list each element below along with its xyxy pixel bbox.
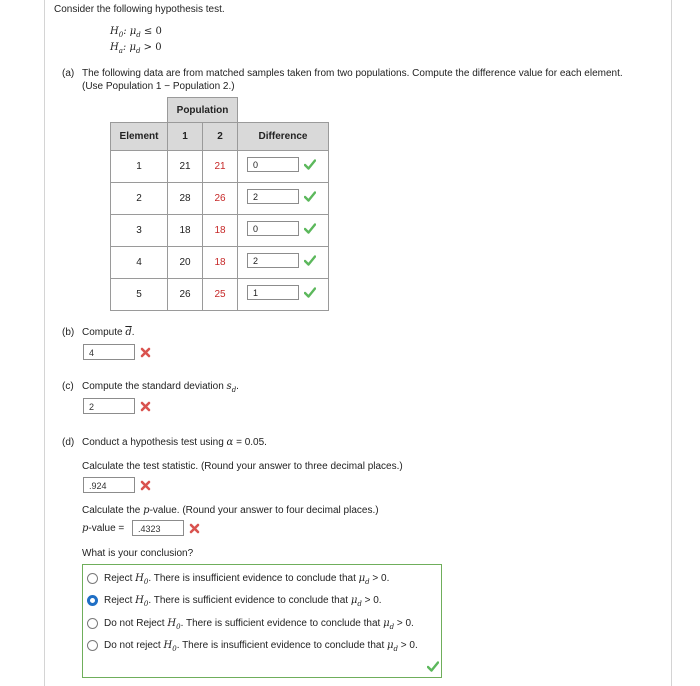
- difference-cell: [238, 215, 329, 247]
- difference-input[interactable]: 2: [247, 189, 299, 204]
- part-a-letter: (a): [62, 68, 75, 79]
- p-value-label: p-value =: [82, 523, 125, 534]
- population-2-cell: 18: [203, 247, 238, 279]
- alternative-hypothesis: $H_a$: $\mu_d > 0$: [110, 42, 162, 55]
- option-label: Reject $H_0$. There is sufficient evidence to conclude that $\mu_d > 0$.: [104, 595, 382, 608]
- correct-check-icon: [304, 287, 316, 298]
- d-bar-input[interactable]: 4: [83, 344, 135, 360]
- incorrect-x-icon: [189, 523, 200, 534]
- part-a-note: (Use Population 1 − Population 2.): [82, 81, 235, 92]
- difference-header: Difference: [238, 123, 329, 151]
- table-row: [111, 151, 329, 183]
- sd-input[interactable]: 2: [83, 398, 135, 414]
- test-statistic-input[interactable]: .924: [83, 477, 135, 493]
- option-label: Reject $H_0$. There is insufficient evidence to conclude that $\mu_d > 0$.: [104, 573, 390, 586]
- difference-cell: [238, 183, 329, 215]
- difference-input[interactable]: 0: [247, 221, 299, 236]
- table-corner-right: [238, 98, 329, 123]
- part-c-prompt: Compute the standard deviation $s_d$.: [82, 381, 239, 394]
- d-bar-symbol: $\overline{d}$: [125, 327, 132, 338]
- radio-button[interactable]: [87, 640, 98, 651]
- correct-check-icon: [304, 223, 316, 234]
- incorrect-x-icon: [140, 401, 151, 412]
- element-cell: 4: [111, 247, 168, 279]
- correct-check-icon: [304, 255, 316, 266]
- radio-button-selected[interactable]: [87, 595, 98, 606]
- difference-input[interactable]: 1: [247, 285, 299, 300]
- table-row: [111, 215, 329, 247]
- element-cell: 1: [111, 151, 168, 183]
- table-row: [111, 247, 329, 279]
- element-cell: 2: [111, 183, 168, 215]
- difference-cell: [238, 151, 329, 183]
- part-d-prompt: Conduct a hypothesis test using α = 0.05.: [82, 437, 267, 448]
- sd-symbol: s: [226, 381, 232, 392]
- population-1-cell: 20: [168, 247, 203, 279]
- population-2-cell: 18: [203, 215, 238, 247]
- test-statistic-prompt: Calculate the test statistic. (Round your answer to three decimal places.): [82, 461, 403, 472]
- population-2-cell: 25: [203, 279, 238, 311]
- null-hypothesis: $H_0$: $\mu_d \le 0$: [110, 26, 162, 39]
- element-cell: 5: [111, 279, 168, 311]
- population-1-cell: 28: [168, 183, 203, 215]
- conclusion-prompt: What is your conclusion?: [82, 548, 194, 559]
- population-1-header: 1: [168, 123, 203, 151]
- matched-samples-table: [110, 97, 329, 311]
- population-2-cell: 21: [203, 151, 238, 183]
- part-a-instructions: The following data are from matched samples taken from two populations. Compute the difference value for each element.: [82, 68, 623, 79]
- element-header: Element: [111, 123, 168, 151]
- part-b-letter: (b): [62, 327, 75, 338]
- part-b-prompt: Compute $\overline{d}$.: [82, 327, 135, 338]
- difference-input[interactable]: 0: [247, 157, 299, 172]
- population-header: Population: [168, 98, 238, 123]
- table-row: [111, 279, 329, 311]
- table-corner: [111, 98, 168, 123]
- conclusion-options: [82, 564, 442, 678]
- option-label: Do not reject $H_0$. There is insufficient evidence to conclude that $\mu_d > 0$.: [104, 640, 418, 653]
- element-cell: 3: [111, 215, 168, 247]
- difference-cell: [238, 279, 329, 311]
- correct-check-icon: [304, 191, 316, 202]
- p-value-input[interactable]: .4323: [132, 520, 184, 536]
- population-1-cell: 21: [168, 151, 203, 183]
- population-2-header: 2: [203, 123, 238, 151]
- p-value-prompt: Calculate the p-value. (Round your answer to four decimal places.): [82, 505, 379, 516]
- incorrect-x-icon: [140, 347, 151, 358]
- table-row: [111, 183, 329, 215]
- correct-check-icon: [304, 159, 316, 170]
- radio-button[interactable]: [87, 618, 98, 629]
- population-1-cell: 26: [168, 279, 203, 311]
- question-prompt: Consider the following hypothesis test.: [54, 4, 225, 15]
- option-label: Do not Reject $H_0$. There is sufficient evidence to conclude that $\mu_d > 0$.: [104, 618, 414, 631]
- incorrect-x-icon: [140, 480, 151, 491]
- population-1-cell: 18: [168, 215, 203, 247]
- population-2-cell: 26: [203, 183, 238, 215]
- radio-button[interactable]: [87, 573, 98, 584]
- part-c-letter: (c): [62, 381, 74, 392]
- part-d-letter: (d): [62, 437, 75, 448]
- difference-cell: [238, 247, 329, 279]
- correct-check-icon: [427, 661, 439, 672]
- difference-input[interactable]: 2: [247, 253, 299, 268]
